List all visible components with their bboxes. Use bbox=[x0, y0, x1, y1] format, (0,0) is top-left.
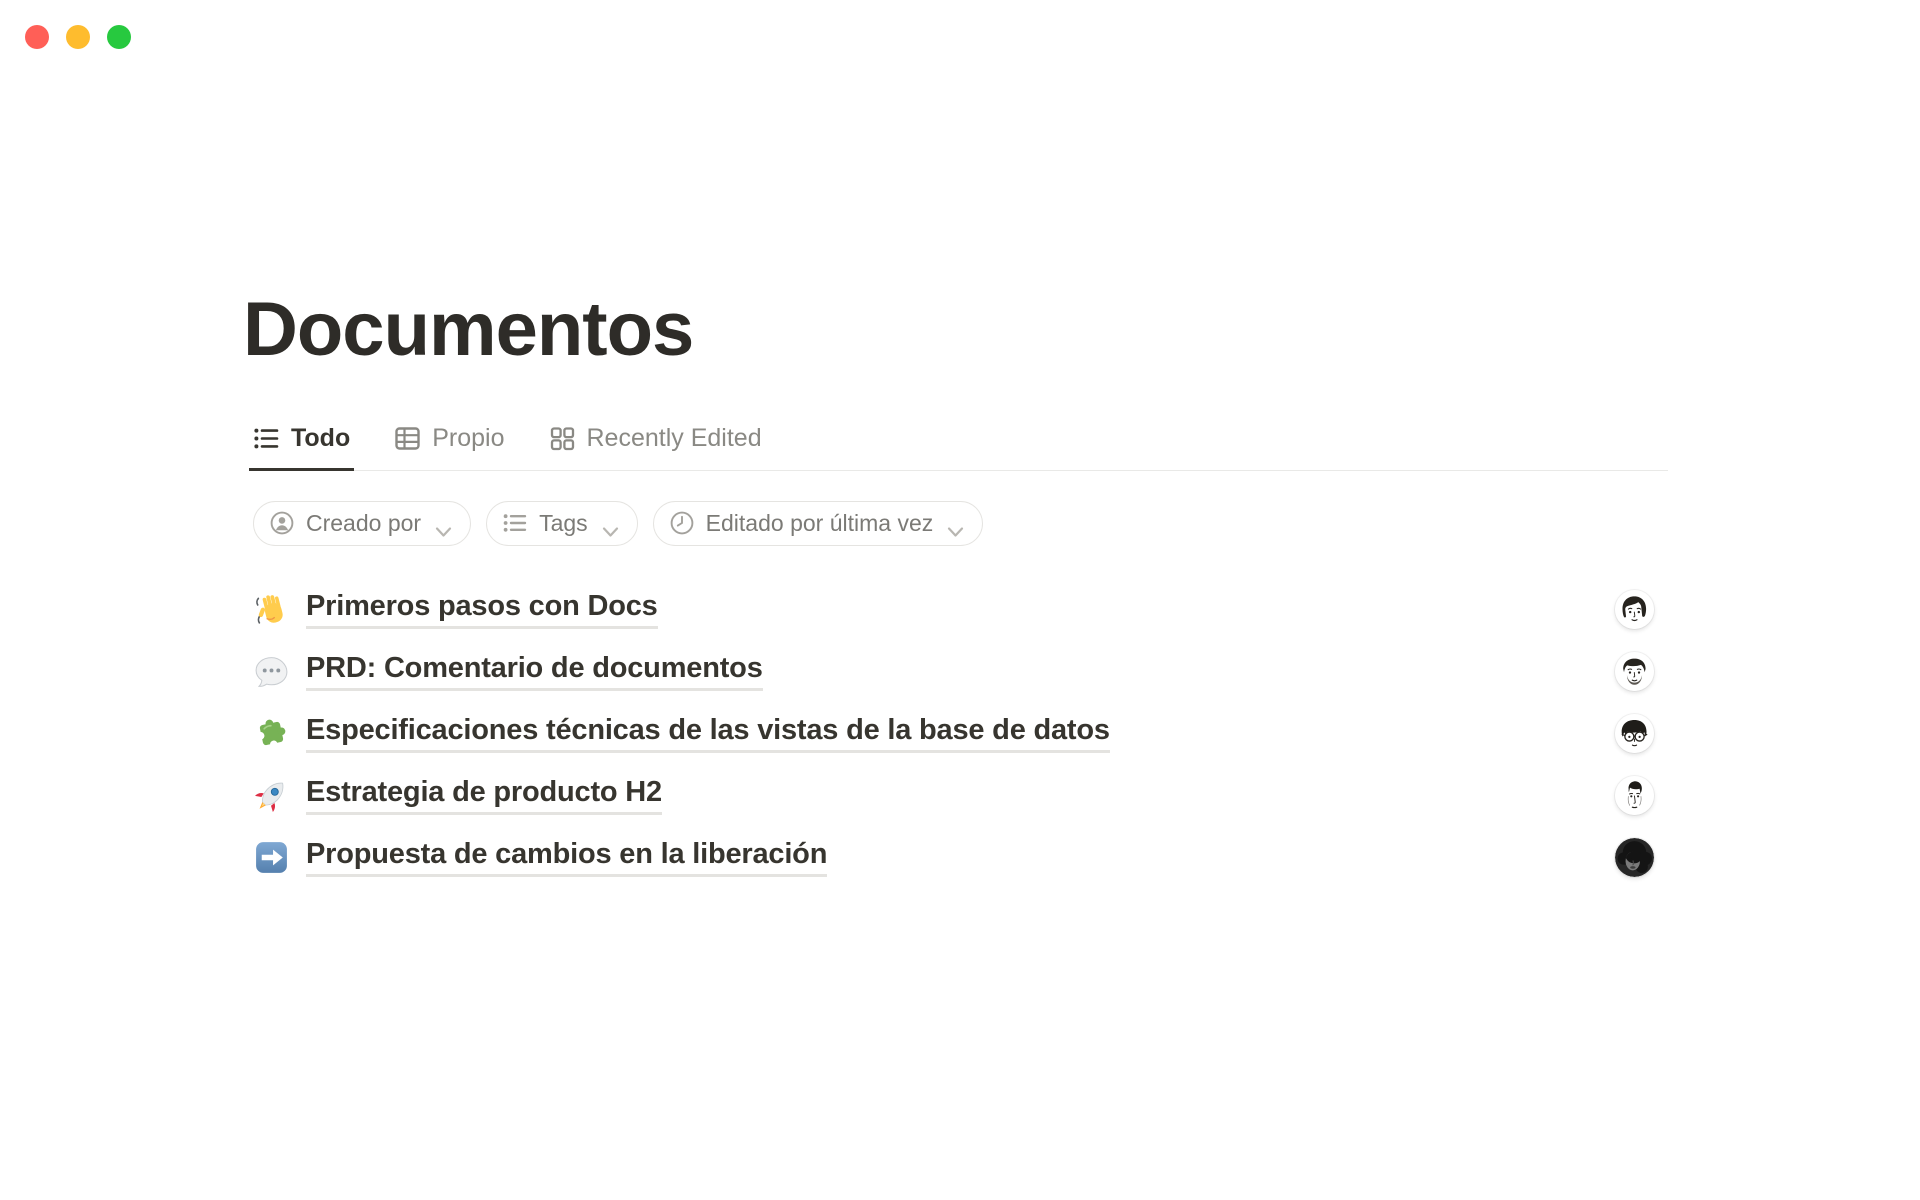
filter-bar bbox=[253, 501, 1668, 546]
filter-label: Editado por última vez bbox=[705, 509, 934, 536]
document-link[interactable]: PRD: Comentario de documentos bbox=[306, 652, 763, 691]
document-row bbox=[253, 827, 1668, 889]
tab-label: Recently Edited bbox=[586, 424, 762, 452]
zoom-window-button[interactable] bbox=[107, 25, 131, 49]
man-glasses-avatar bbox=[1615, 714, 1654, 753]
document-link[interactable]: Estrategia de producto H2 bbox=[306, 776, 662, 815]
filter-label: Creado por bbox=[306, 509, 422, 536]
document-row bbox=[253, 703, 1668, 765]
grid-icon bbox=[549, 425, 576, 452]
man-quiff-avatar bbox=[1615, 776, 1654, 815]
document-row bbox=[253, 641, 1668, 703]
document-row bbox=[253, 765, 1668, 827]
view-tabs bbox=[253, 420, 1668, 471]
tab-todo[interactable] bbox=[249, 420, 354, 471]
bulleted-list-icon bbox=[253, 425, 280, 452]
speech-balloon-emoji bbox=[253, 653, 290, 690]
woman-afro-avatar bbox=[1615, 838, 1654, 877]
woman-bob-avatar bbox=[1615, 590, 1654, 629]
document-link[interactable]: Primeros pasos con Docs bbox=[306, 590, 658, 629]
rocket-emoji bbox=[253, 777, 290, 814]
document-list bbox=[253, 579, 1668, 889]
table-icon bbox=[394, 425, 421, 452]
filter-tags[interactable] bbox=[486, 501, 638, 546]
page-content bbox=[243, 0, 1668, 889]
tab-label: Todo bbox=[291, 424, 351, 452]
minimize-window-button[interactable] bbox=[66, 25, 90, 49]
close-window-button[interactable] bbox=[25, 25, 49, 49]
filter-created-by[interactable] bbox=[253, 501, 471, 546]
document-link[interactable]: Propuesta de cambios en la liberación bbox=[306, 838, 827, 877]
filter-label: Tags bbox=[539, 509, 588, 536]
puzzle-piece-emoji bbox=[253, 715, 290, 752]
page-title[interactable]: Documentos bbox=[243, 287, 694, 372]
chevron-down-icon bbox=[947, 517, 964, 529]
filter-last-edited[interactable] bbox=[653, 501, 984, 546]
document-link[interactable]: Especificaciones técnicas de las vistas de la base de datos bbox=[306, 714, 1110, 753]
document-row bbox=[253, 579, 1668, 641]
window-controls bbox=[25, 25, 131, 49]
tab-recently-edited[interactable] bbox=[545, 420, 766, 471]
tab-label: Propio bbox=[432, 424, 505, 452]
right-arrow-emoji bbox=[253, 839, 290, 876]
person-icon bbox=[269, 510, 295, 536]
chevron-down-icon bbox=[435, 517, 452, 529]
waving-hand-emoji bbox=[253, 591, 290, 628]
clock-icon bbox=[669, 510, 695, 536]
list-icon bbox=[502, 510, 528, 536]
chevron-down-icon bbox=[602, 517, 619, 529]
man-beard-avatar bbox=[1615, 652, 1654, 691]
tab-propio[interactable] bbox=[390, 420, 508, 471]
